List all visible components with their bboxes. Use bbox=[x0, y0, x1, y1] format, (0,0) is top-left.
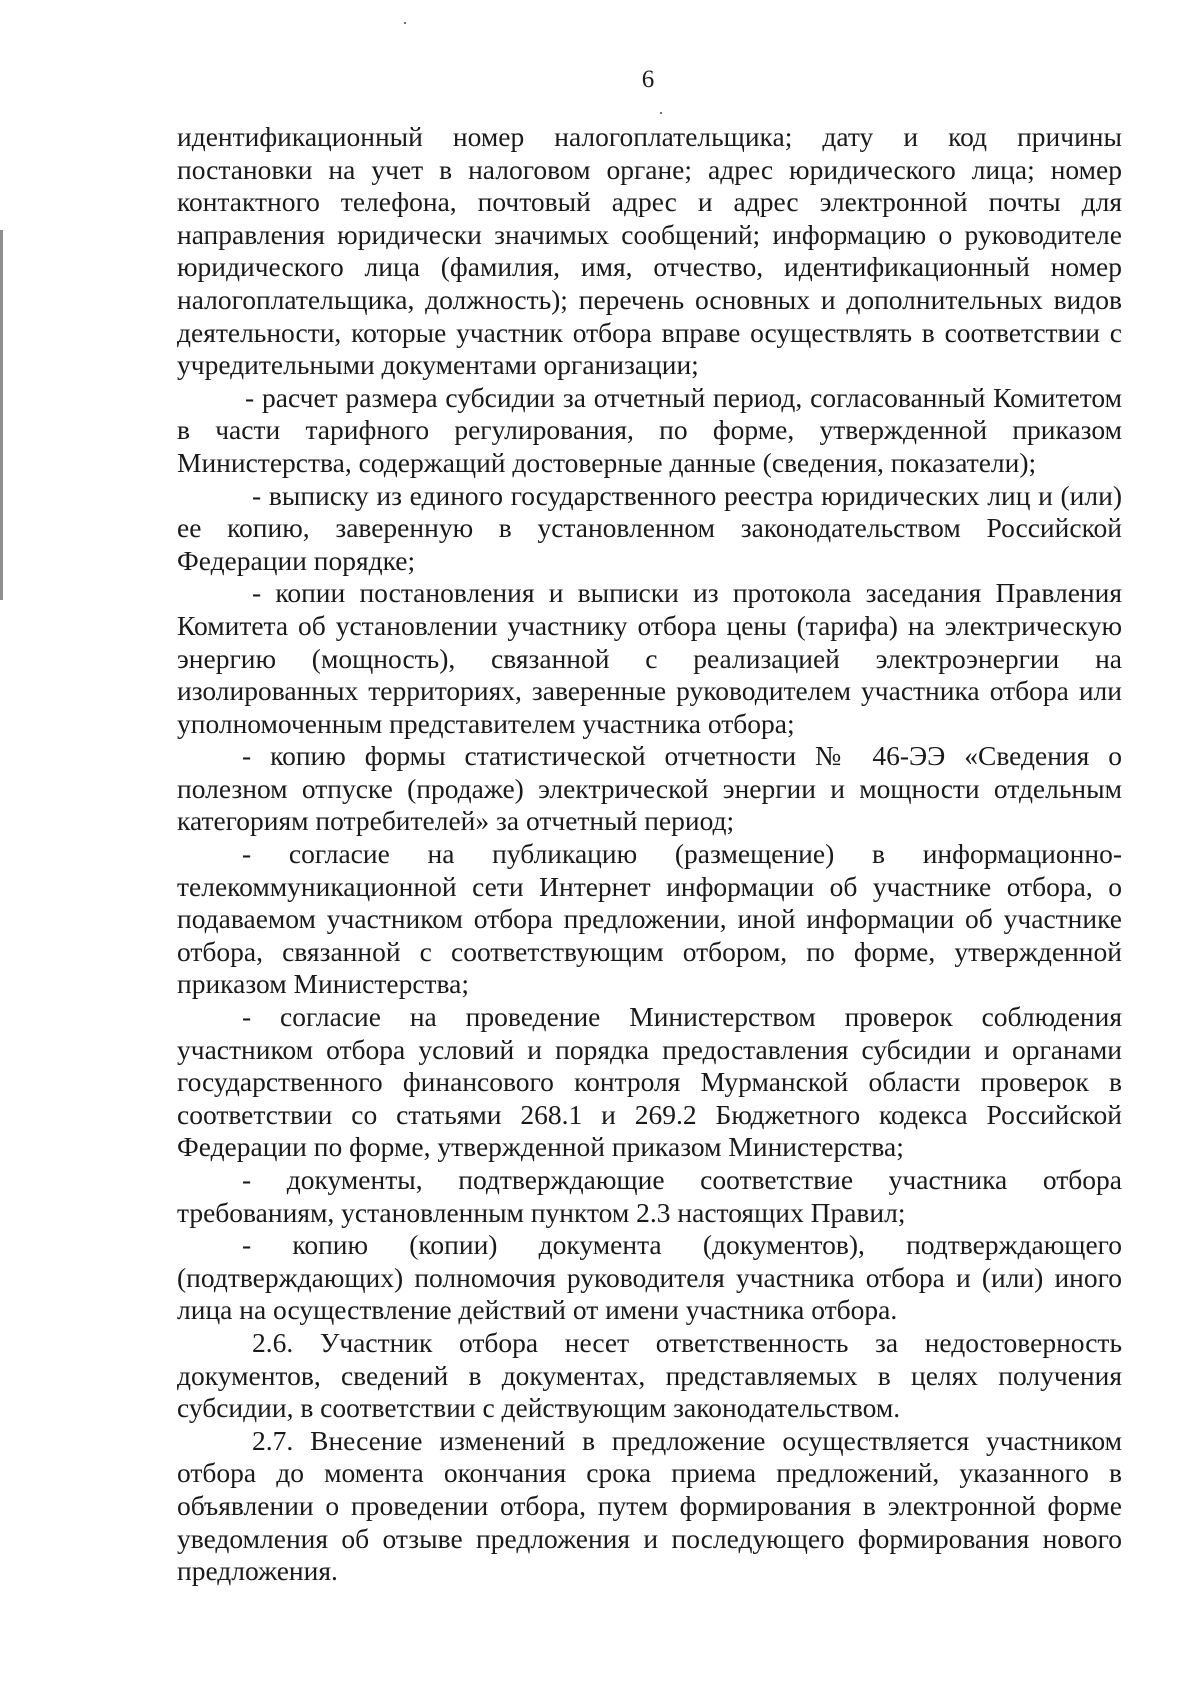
scan-edge-mark bbox=[0, 230, 3, 600]
page-number: 6 bbox=[641, 66, 655, 93]
list-item-statistical-form: - копию формы статистической отчетности № 46-ЭЭ «Сведения о полезном отпуске (продаже) электрической энергии и мощности отдельным категориям потребителей» за отчетный период; bbox=[177, 740, 1122, 837]
list-item-publication-consent: - согласие на публикацию (размещение) в информационно-телекоммуникационной сети Интернет информации об участнике отбора, о подаваемом участником отбора предложении, иной информации об участнике отбора, связанной с соответствующим отбором, по форме, утвержденной приказом Министерства; bbox=[177, 838, 1122, 1000]
paragraph-intro-continuation: идентификационный номер налогоплательщика; дату и код причины постановки на учет в налоговом органе; адрес юридического лица; номер контактного телефона, почтовый адрес и адрес электронной почты для направления юридически значимых сообщений; информацию о руководителе юридического лица (фамилия, имя, отчество, идентификационный номер налогоплательщика, должность); перечень основных и дополнительных видов деятельности, которые участник отбора вправе осуществлять в соответствии с учредительными документами организации; bbox=[177, 121, 1122, 381]
list-item-authority-documents: - копию (копии) документа (документов), подтверждающего (подтверждающих) полномочия руководителя участника отбора и (или) иного лица на осуществление действий от имени участника отбора. bbox=[177, 1229, 1122, 1326]
scan-speck bbox=[660, 112, 662, 114]
clause-2-7: 2.7. Внесение изменений в предложение осуществляется участником отбора до момента окончания срока приема предложений, указанного в объявлении о проведении отбора, путем формирования в электронной форме уведомления об отзыве предложения и последующего формирования нового предложения. bbox=[177, 1424, 1122, 1587]
list-item-compliance-documents: - документы, подтверждающие соответствие участника отбора требованиям, установленным пунктом 2.3 настоящих Правил; bbox=[177, 1164, 1122, 1228]
list-item-registry-extract: - выписку из единого государственного реестра юридических лиц и (или) ее копию, заверенную в установленном законодательством Российской Федерации порядке; bbox=[177, 479, 1122, 576]
scan-speck bbox=[404, 22, 406, 24]
clause-2-6: 2.6. Участник отбора несет ответственность за недостоверность документов, сведений в документах, представляемых в целях получения субсидии, в соответствии с действующим законодательством. bbox=[177, 1326, 1122, 1424]
list-item-inspection-consent: - согласие на проведение Министерством проверок соблюдения участником отбора условий и порядка предоставления субсидии и органами государственного финансового контроля Мурманской области проверок в соответствии со статьями 268.1 и 269.2 Бюджетного кодекса Российской Федерации по форме, утвержденной приказом Министерства; bbox=[177, 1001, 1122, 1163]
list-item-subsidy-calculation: - расчет размера субсидии за отчетный период, согласованный Комитетом в части тарифного регулирования, по форме, утвержденной приказом Министерства, содержащий достоверные данные (сведения, показатели); bbox=[177, 381, 1122, 478]
list-item-resolution-copies: - копии постановления и выписки из протокола заседания Правления Комитета об установлении участнику отбора цены (тарифа) на электрическую энергию (мощность), связанной с реализацией электроэнергии на изолированных территориях, заверенные руководителем участника отбора или уполномоченным представителем участника отбора; bbox=[177, 577, 1122, 739]
document-body bbox=[177, 121, 1122, 1588]
